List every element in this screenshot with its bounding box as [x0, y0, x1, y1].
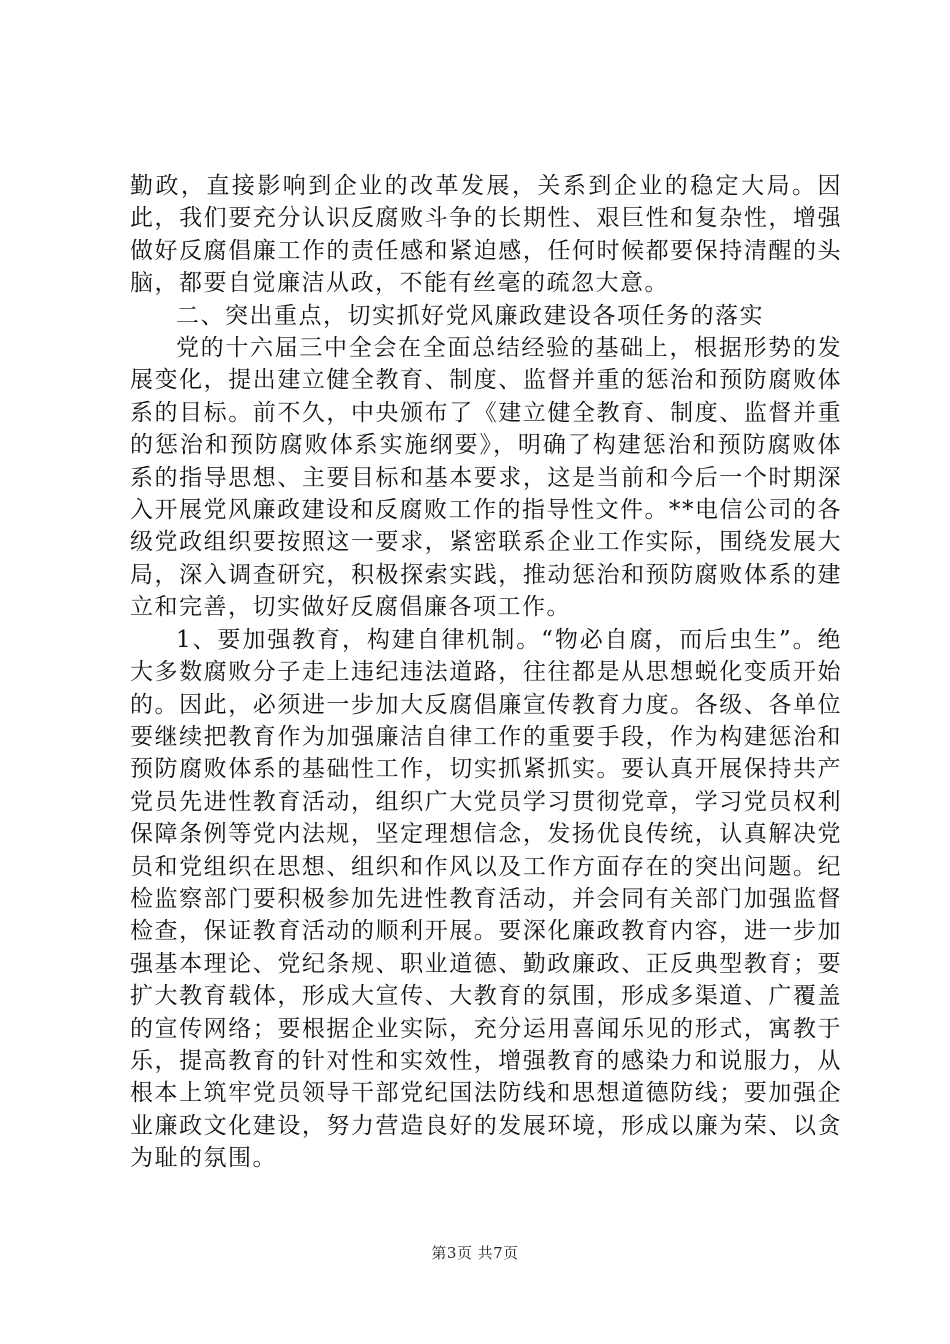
- document-body: [130, 170, 842, 1175]
- paragraph-continuation: 勤政，直接影响到企业的改革发展，关系到企业的稳定大局。因此，我们要充分认识反腐败斗争的长期性、艰巨性和复杂性，增强做好反腐倡廉工作的责任感和紧迫感，任何时候都要保持清醒的头脑，都要自觉廉洁从政，不能有丝毫的疏忽大意。: [130, 173, 842, 297]
- paragraph-system-overview: 党的十六届三中全会在全面总结经验的基础上，根据形势的发展变化，提出建立健全教育、制度、监督并重的惩治和预防腐败体系的目标。前不久，中央颁布了《建立健全教育、制度、监督并重的惩治和预防腐败体系实施纲要》，明确了构建惩治和预防腐败体系的指导思想、主要目标和基本要求，这是当前和今后一个时期深入开展党风廉政建设和反腐败工作的指导性文件。**电信公司的各级党政组织要按照这一要求，紧密联系企业工作实际，围绕发展大局，深入调查研究，积极探索实践，推动惩治和预防腐败体系的建立和完善，切实做好反腐倡廉各项工作。: [130, 335, 842, 621]
- paragraph-education: 1、要加强教育，构建自律机制。“物必自腐，而后虫生”。绝大多数腐败分子走上违纪违法道路，往往都是从思想蜕化变质开始的。因此，必须进一步加大反腐倡廉宣传教育力度。各级、各单位要继续把教育作为加强廉洁自律工作的重要手段，作为构建惩治和预防腐败体系的基础性工作，切实抓紧抓实。要认真开展保持共产党员先进性教育活动，组织广大党员学习贯彻党章，学习党员权利保障条例等党内法规，坚定理想信念，发扬优良传统，认真解决党员和党组织在思想、组织和作风以及工作方面存在的突出问题。纪检监察部门要积极参加先进性教育活动，并会同有关部门加强监督检查，保证教育活动的顺利开展。要深化廉政教育内容，进一步加强基本理论、党纪条规、职业道德、勤政廉政、正反典型教育；要扩大教育载体，形成大宣传、大教育的氛围，形成多渠道、广覆盖的宣传网络；要根据企业实际，充分运用喜闻乐见的形式，寓教于乐，提高教育的针对性和实效性，增强教育的感染力和说服力，从根本上筑牢党员领导干部党纪国法防线和思想道德防线；要加强企业廉政文化建设，努力营造良好的发展环境，形成以廉为荣、以贪为耻的氛围。: [130, 626, 842, 1172]
- page-number-footer: 第3页 共7页: [431, 1244, 519, 1262]
- section-heading: 二、突出重点，切实抓好党风廉政建设各项任务的落实: [176, 302, 764, 329]
